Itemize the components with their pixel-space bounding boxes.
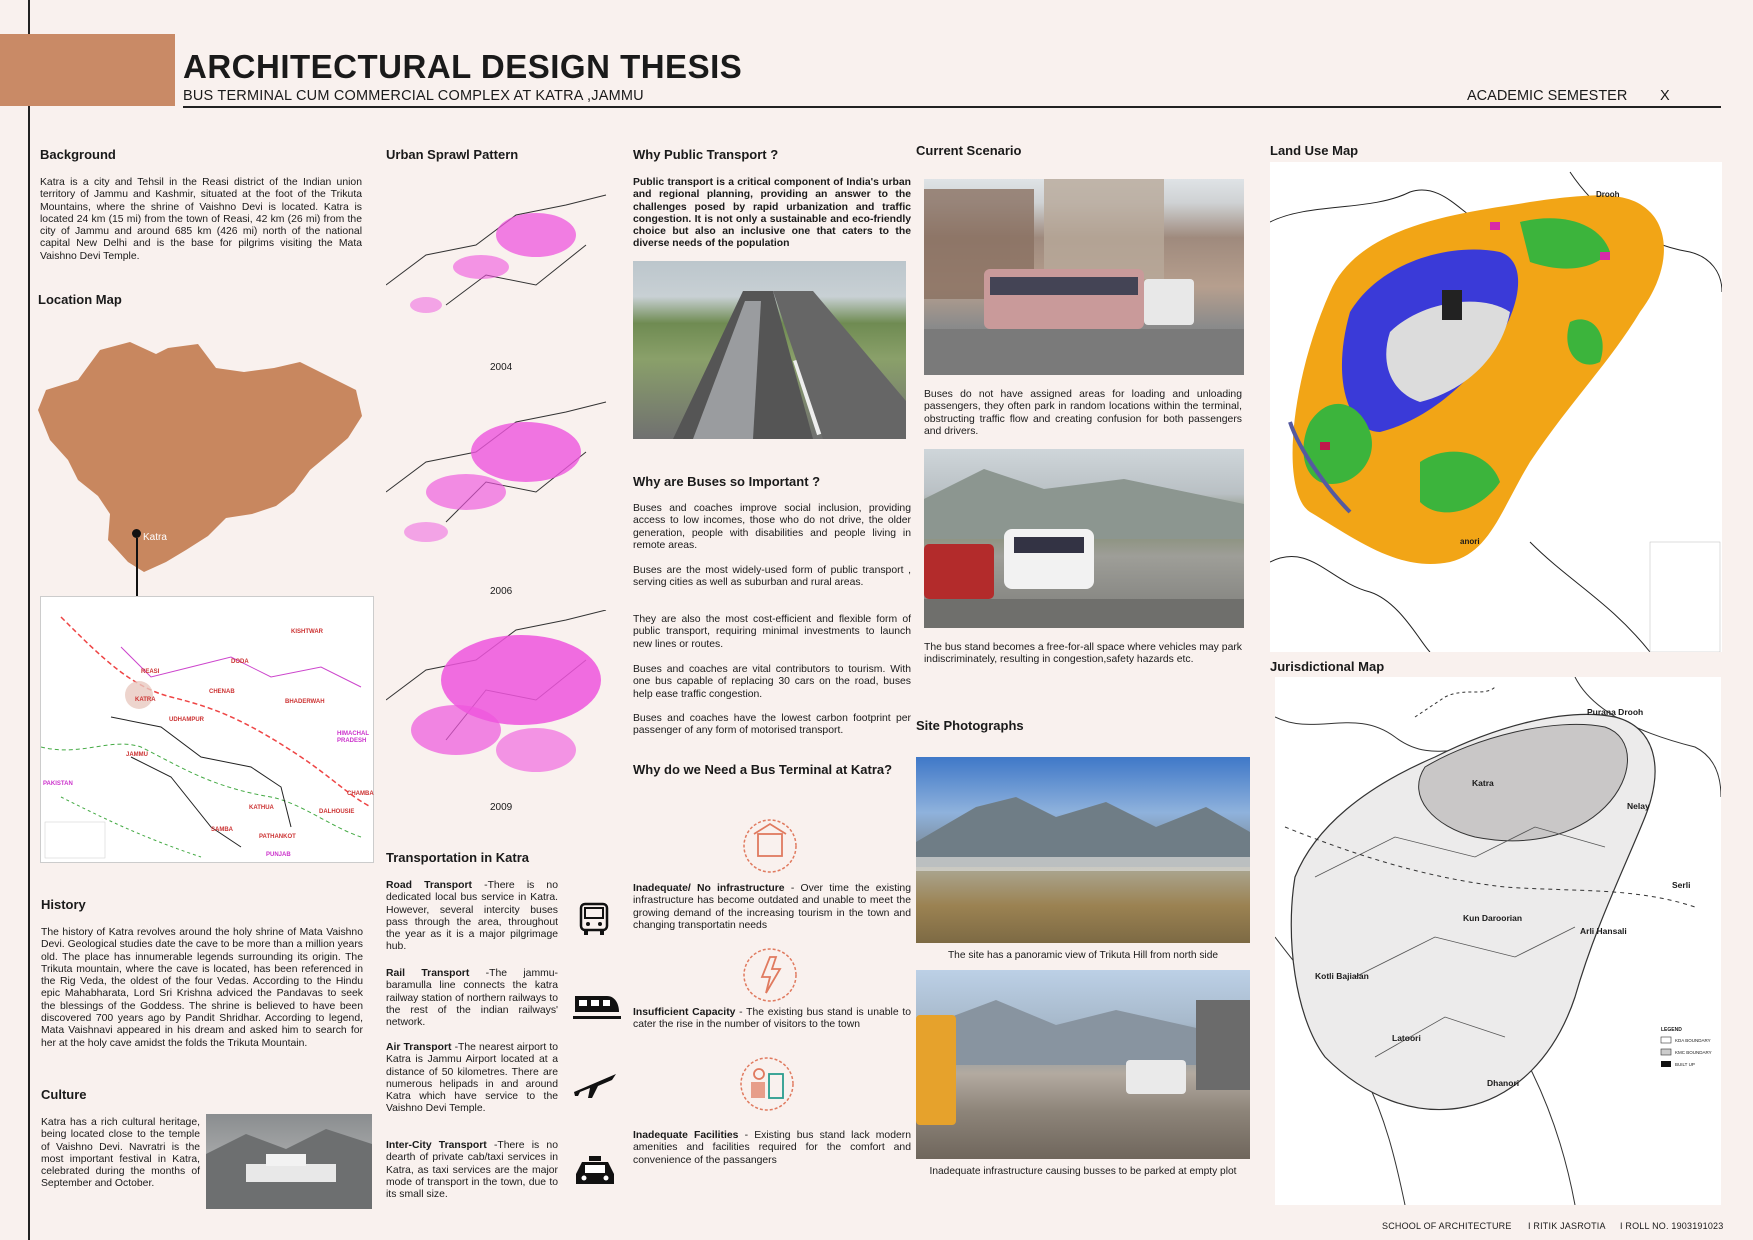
landuse-label-anori: anori [1460,537,1480,546]
history-heading: History [41,897,86,912]
why-terminal-item-3-body: - Existing bus stand lack modern amenities and facilities required for the comfort and convenience of the passangers [633,1130,911,1166]
transport-rail-title: Rail Transport [386,968,470,979]
infrastructure-icon [740,816,800,879]
transport-road-body: -There is no dedicated local bus service in Katra. However, several intercity buses pass through the area, throughout the year as it is a major pilgrimage hub. [386,880,558,953]
footer-school: SCHOOL OF ARCHITECTURE [1382,1221,1512,1231]
facilities-icon [737,1054,797,1119]
jurisdiction-map [1275,677,1721,1205]
jurisdiction-label-katra: Katra [1472,778,1494,788]
sprawl-map-2009 [386,610,616,800]
transport-rail-text [386,968,558,1029]
regional-label-himachal: HIMACHAL PRADESH [337,731,369,744]
why-terminal-item-2 [633,1007,911,1032]
highway-traffic-photo [633,261,906,439]
jurisdiction-heading: Jurisdictional Map [1270,659,1385,674]
page-title: ARCHITECTURAL DESIGN THESIS [183,48,743,85]
why-buses-para-5: Buses and coaches have the lowest carbon footprint per passenger of any form of motorised transport. [633,713,911,737]
semester-number: X [1660,88,1670,104]
culture-text: Katra has a rich cultural heritage, being located close to the temple of Vaishno Devi. Navratri is the most important festival in Katra, celebrated during the months of September and October. [41,1117,200,1190]
jurisdiction-label-latoori: Latoori [1392,1033,1421,1043]
why-terminal-item-1 [633,883,911,932]
why-buses-para-1: Buses and coaches improve social inclusion, providing access to low incomes, those who do not drive, the older generation, people with disabilities and people living in remote areas. [633,503,911,551]
background-text: Katra is a city and Tehsil in the Reasi district of the Indian union territory of Jammu and Kashmir, situated at the foot of the Trikuta Mountains, where the shrine of Vaishno Devi is located. Katra is located 24 km (15 mi) from the town of Reasi, 42 km (26 mi) from the city of Jammu and around 685 km (426 mi) north of the national capital New Delhi and is the base for pilgrims visiting the Mata Vaishno Devi Temple. [40,177,362,262]
jurisdiction-label-dhanori: Dhanori [1487,1078,1520,1088]
site-photo-2 [916,970,1250,1159]
why-terminal-item-3-title: Inadequate Facilities [633,1130,739,1141]
why-terminal-item-1-title: Inadequate/ No infrastructure [633,883,785,894]
why-buses-heading: Why are Buses so Important ? [633,474,821,489]
current-caption-1: Buses do not have assigned areas for loading and unloading passengers, they often park in random locations within the terminal, obstructing traffic flow and creating confusion for both passengers and drivers. [924,389,1242,437]
footer-roll: I ROLL NO. 1903191023 [1620,1221,1724,1231]
sprawl-year-2006: 2006 [490,586,513,597]
header-rule [183,106,1721,108]
current-bus-stand-photo-2 [924,449,1244,628]
transport-intercity-body: -There is no dearth of private cab/taxi services in Katra, as taxi services are the major mode of transport in the town, due to its small size. [386,1140,558,1201]
train-icon [573,986,621,1027]
why-terminal-item-2-body: - The existing bus stand is unable to cater the rise in the number of visitors to the town [633,1007,911,1031]
landuse-heading: Land Use Map [1270,143,1359,158]
site-heading: Site Photographs [916,718,1024,733]
regional-label-kathua: KATHUA [249,805,274,811]
transport-road-title: Road Transport [386,880,472,891]
transport-air-body: -The nearest airport to Katra is Jammu Airport located at a distance of 50 kilometres. There are numerous helipads in and around Katra which have service to the Vaishno Devi Temple. [386,1042,558,1115]
transport-air-text [386,1042,558,1116]
regional-label-dalhousie: DALHOUSIE [319,809,355,815]
jk-outline-map [38,340,364,582]
landuse-map [1270,162,1722,652]
regional-label-doda: DODA [231,659,249,665]
regional-label-pakistan: PAKISTAN [43,781,73,787]
bus-icon [578,902,610,941]
jurisdiction-label-serli: Serli [1672,880,1691,890]
jurisdiction-label-purana-drooh: Purana Drooh [1587,707,1644,717]
capacity-icon [740,945,800,1008]
transport-road-text [386,880,558,954]
transport-heading: Transportation in Katra [386,850,530,865]
brand-block [0,34,175,106]
site-caption-1: The site has a panoramic view of Trikuta Hill from north side [947,950,1219,961]
transport-intercity-text [386,1140,558,1201]
semester-label: ACADEMIC SEMESTER [1467,88,1628,104]
regional-label-pathankot: PATHANKOT [259,834,296,840]
why-buses-para-4: Buses and coaches are vital contributors to tourism. With one bus capable of replacing 30 cars on the road, buses help ease traffic congestion. [633,664,911,700]
jurisdiction-legend-kmc: KMC BOUNDARY [1675,1050,1712,1055]
regional-label-chamba: CHAMBA [347,791,374,797]
jurisdiction-legend-builtup: BUILT UP [1675,1062,1695,1067]
site-photo-1 [916,757,1250,943]
vaishno-devi-photo [206,1114,372,1209]
page-subtitle: BUS TERMINAL CUM COMMERCIAL COMPLEX AT KATRA ,JAMMU [183,88,644,104]
sprawl-year-2009: 2009 [490,802,513,813]
regional-label-samba: SAMBA [211,827,233,833]
sprawl-year-2004: 2004 [490,362,513,373]
regional-label-jammu: JAMMU [126,752,148,758]
regional-label-katra: KATRA [135,697,156,703]
jurisdiction-label-kun-daroorian: Kun Daroorian [1463,913,1523,923]
airplane-icon [572,1068,618,1105]
regional-map [40,596,374,863]
transport-air-title: Air Transport [386,1042,452,1053]
background-heading: Background [40,147,116,162]
jurisdiction-label-nelay: Nelay [1627,801,1650,811]
jurisdiction-legend-kda: KDA BOUNDARY [1675,1038,1711,1043]
current-caption-2: The bus stand becomes a free-for-all space where vehicles may park indiscriminately, resulting in congestion,safety hazards etc. [924,642,1242,666]
jurisdiction-label-arli-hansali: Arli Hansali [1580,926,1627,936]
footer-name: I RITIK JASROTIA [1528,1221,1606,1231]
landuse-label-drooh: Drooh [1596,190,1620,199]
regional-label-reasi: REASI [141,669,160,675]
why-buses-para-3: They are also the most cost-efficient and flexible form of public transport, requiring minimal investments to launch new lines or routes. [633,614,911,650]
why-terminal-item-2-title: Insufficient Capacity [633,1007,736,1018]
katra-marker-dot [132,529,141,538]
why-public-heading: Why Public Transport ? [633,147,779,162]
current-heading: Current Scenario [916,143,1022,158]
regional-label-udhampur: UDHAMPUR [169,717,204,723]
taxi-icon [574,1156,616,1193]
location-heading: Location Map [38,292,122,307]
why-buses-para-2: Buses are the most widely-used form of public transport , serving cities as well as suburban and rural areas. [633,565,911,589]
transport-intercity-title: Inter-City Transport [386,1140,487,1151]
current-bus-stand-photo-1 [924,179,1244,375]
jurisdiction-label-kotli-bajialan: Kotli Bajialan [1315,971,1369,981]
regional-label-punjab: PUNJAB [266,852,291,858]
regional-label-chenab: CHENAB [209,689,235,695]
why-public-text: Public transport is a critical component of India's urban and regional planning, providing an answer to the challenges posed by rapid urbanization and traffic congestion. It is not only a sustainable and eco-friendly choice but also an inclusive one that caters to the diverse needs of the population [633,177,911,250]
katra-marker-label: Katra [143,532,167,543]
left-margin-line [28,0,30,1240]
site-caption-2: Inadequate infrastructure causing busses to be parked at empty plot [929,1166,1237,1177]
history-text: The history of Katra revolves around the holy shrine of Mata Vaishno Devi. Geological studies date the cave to be more than a million years old. The place has innumerable legends surrounding its origin. The Trikuta mountain, where the cave is located, has been referenced in the Rig Veda, the oldest of the four Vedas. According to the Hindu epic Mahabharata, Lord Sri Krishna adviced the Pandavas to seek the blessings of the Goddess. The shrine is believed to have been discovered 700 years ago by Pandit Shridhar. According to legend, Mata Vaishnavi appeared in his dream and asked him to search for her at the holy cave amidst the folds the Trikuta Mountain. [41,927,363,1049]
sprawl-map-2004 [386,175,616,335]
jurisdiction-legend-title: LEGEND [1661,1027,1682,1033]
regional-label-bhaderwah: BHADERWAH [285,699,325,705]
why-terminal-item-3 [633,1130,911,1167]
why-terminal-item-1-body: - Over time the existing infrastructure has become outdated and unable to meet the growing demand of the increasing tourism in the town and changing transportatin needs [633,883,911,931]
sprawl-map-2006 [386,392,616,572]
culture-heading: Culture [41,1087,87,1102]
transport-rail-body: -The jammu-baramulla line connects the katra railway station of northern railways to the rest of the indian railways' network. [386,968,558,1029]
regional-label-kishtwar: KISHTWAR [291,629,323,635]
sprawl-heading: Urban Sprawl Pattern [386,147,519,162]
why-terminal-heading: Why do we Need a Bus Terminal at Katra? [633,762,893,777]
